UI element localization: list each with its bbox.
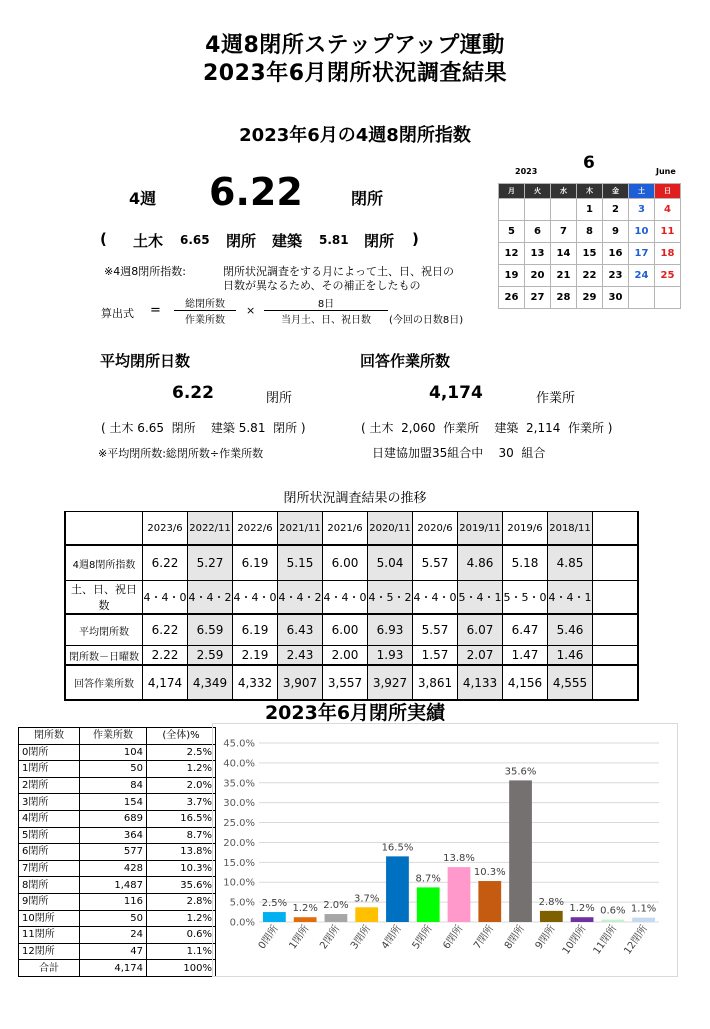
results-cell: 2.0% [147,777,216,794]
results-cell: 3閉所 [19,794,80,811]
trend-cell: 5.57 [413,545,458,581]
trend-cell: 4・5・2 [368,581,413,615]
calendar-day: 6 [525,221,551,243]
trend-cell: 4・4・2 [188,581,233,615]
trend-corner [65,512,143,546]
trend-spacer [593,665,639,700]
trend-row-label: 閉所数－日曜数 [65,646,143,666]
results-cell: 9閉所 [19,893,80,910]
x-tick-label: 6閉所 [441,923,466,952]
avg-detail: ( 土木 6.65 閉所 建築 5.81 閉所 ) [101,421,306,435]
x-tick-label: 8閉所 [502,923,527,952]
y-tick-label: 40.0% [223,758,255,770]
results-cell: 16.5% [147,810,216,827]
bar [571,917,594,922]
results-cell: 12閉所 [19,943,80,960]
x-tick-label: 4閉所 [379,923,404,952]
results-cell: 1,487 [80,877,147,894]
calendar-day: 2 [603,199,629,221]
data-label: 35.6% [504,766,537,778]
trend-cell: 1.46 [548,646,593,666]
resp-unit: 作業所 [536,391,576,406]
calendar-day: 27 [525,287,551,309]
trend-spacer [593,646,639,666]
index-build-label: 建築 [272,232,303,250]
trend-period: 2021/11 [278,512,323,546]
calendar-day [655,287,681,309]
trend-cell: 4,332 [233,665,278,700]
data-label: 1.1% [630,903,657,915]
trend-period: 2020/6 [413,512,458,546]
calendar-day: 26 [499,287,525,309]
y-tick-label: 20.0% [223,837,255,849]
trend-cell: 4・4・0 [323,581,368,615]
resp-note: 日建協加盟35組合中 30 組合 [372,446,546,460]
trend-cell: 4,156 [503,665,548,700]
trend-cell: 5.27 [188,545,233,581]
index-note-label: ※4週8閉所指数: [104,265,186,278]
trend-row-label: 4週8閉所指数 [65,545,143,581]
trend-cell: 4,349 [188,665,233,700]
results-cell: 1.2% [147,910,216,927]
results-cell: 13.8% [147,844,216,861]
calendar-month: 6 [583,153,595,173]
results-heading: 2023年6月閉所実績 [264,702,446,724]
trend-cell: 2.19 [233,646,278,666]
trend-cell: 3,557 [323,665,368,700]
data-label: 0.6% [600,905,626,917]
trend-period: 2021/6 [323,512,368,546]
results-cell: 104 [80,744,147,761]
trend-cell: 5・4・1 [458,581,503,615]
results-cell: 8.7% [147,827,216,844]
calendar-day: 21 [551,265,577,287]
y-tick-label: 35.0% [223,778,255,790]
results-total-cell: 100% [147,960,216,977]
bar-chart [213,724,677,976]
trend-cell: 5.57 [413,614,458,646]
results-cell: 0閉所 [19,744,80,761]
trend-period: 2020/11 [368,512,413,546]
calendar-day: 9 [603,221,629,243]
results-cell: 47 [80,943,147,960]
trend-cell: 1.93 [368,646,413,666]
results-cell: 1.2% [147,761,216,778]
calendar-day: 10 [629,221,655,243]
x-tick-label: 7閉所 [472,923,497,952]
results-cell: 154 [80,794,147,811]
x-tick-label: 0閉所 [256,923,281,952]
y-tick-label: 15.0% [223,857,255,869]
index-close-paren: ) [412,230,419,248]
bar [294,917,317,922]
calendar-day: 11 [655,221,681,243]
calendar-day [499,199,525,221]
data-label: 13.8% [443,853,475,865]
results-cell: 2閉所 [19,777,80,794]
trend-period: 2022/11 [188,512,233,546]
trend-cell: 4.86 [458,545,503,581]
index-civil-value: 6.65 [180,233,210,247]
trend-cell: 6.19 [233,545,278,581]
calendar-day: 12 [499,243,525,265]
calendar-weekday: 土 [629,184,655,199]
results-cell: 364 [80,827,147,844]
trend-cell: 6.43 [278,614,323,646]
bar [632,918,655,922]
calendar-day: 15 [577,243,603,265]
formula-eq: = [150,303,161,318]
trend-cell: 4・4・0 [233,581,278,615]
calendar-day: 30 [603,287,629,309]
bar [540,911,563,922]
trend-row-label: 回答作業所数 [65,665,143,700]
calendar-year: 2023 [515,167,538,176]
results-cell: 1.1% [147,943,216,960]
trend-cell: 3,907 [278,665,323,700]
trend-cell: 1.57 [413,646,458,666]
data-label: 1.2% [569,903,595,915]
results-cell: 428 [80,860,147,877]
bar [417,887,440,922]
calendar-day: 5 [499,221,525,243]
results-cell: 689 [80,810,147,827]
results-cell: 2.8% [147,893,216,910]
trend-heading: 閉所状況調査結果の推移 [283,491,427,506]
avg-note: ※平均閉所数:総閉所数÷作業所数 [98,447,264,460]
calendar-weekday: 日 [655,184,681,199]
resp-heading: 回答作業所数 [360,352,451,370]
title-line1: 4週8閉所ステップアップ運動 [205,33,505,58]
trend-period: 2018/11 [548,512,593,546]
frac2-den: 当月土、日、祝日数 [281,315,371,326]
data-label: 3.7% [353,893,380,905]
results-cell: 116 [80,893,147,910]
trend-period: 2022/6 [233,512,278,546]
results-cell: 1閉所 [19,761,80,778]
calendar-weekday: 月 [499,184,525,199]
trend-spacer [593,512,639,546]
calendar-day: 8 [577,221,603,243]
trend-cell: 6.00 [323,545,368,581]
index-civil-unit: 閉所 [226,232,257,250]
results-cell: 8閉所 [19,877,80,894]
results-cell: 5閉所 [19,827,80,844]
calendar-month-name: June [656,167,676,176]
results-cell: 2.5% [147,744,216,761]
data-label: 10.3% [473,867,506,879]
index-value: 6.22 [209,170,303,214]
calendar-weekday: 火 [525,184,551,199]
x-tick-label: 3閉所 [349,923,374,952]
trend-cell: 5.46 [548,614,593,646]
x-tick-label: 2閉所 [318,923,343,952]
calendar-day: 17 [629,243,655,265]
x-tick-label: 10閉所 [560,923,589,957]
formula-label: 算出式 [101,307,134,320]
x-tick-label: 1閉所 [287,923,312,952]
results-header-cell: 作業所数 [80,728,147,745]
trend-cell: 6.22 [143,545,188,581]
data-label: 2.0% [323,900,349,912]
results-total-cell: 合計 [19,960,80,977]
formula-times: × [246,304,256,317]
trend-cell: 4.85 [548,545,593,581]
bar [448,867,471,922]
y-tick-label: 25.0% [223,818,255,830]
results-cell: 6閉所 [19,844,80,861]
chart-frame [212,723,678,977]
title-line2: 2023年6月閉所状況調査結果 [202,61,508,86]
results-table [18,727,216,977]
formula-note: (今回の日数8日) [389,315,464,326]
trend-row-label: 平均閉所数 [65,614,143,646]
x-tick-label: 5閉所 [410,923,435,952]
y-tick-label: 45.0% [223,738,255,750]
trend-cell: 4・4・1 [548,581,593,615]
index-build-unit: 閉所 [364,232,395,250]
calendar-day: 19 [499,265,525,287]
avg-value: 6.22 [172,383,214,403]
data-label: 8.7% [415,873,441,885]
frac1-num: 総閉所数 [174,295,236,311]
calendar-weekday: 水 [551,184,577,199]
trend-cell: 6.93 [368,614,413,646]
results-cell: 50 [80,761,147,778]
trend-period: 2019/11 [458,512,503,546]
calendar-day: 1 [577,199,603,221]
bar [478,881,501,922]
avg-unit: 閉所 [266,391,293,406]
calendar-day: 28 [551,287,577,309]
calendar-day [525,199,551,221]
bar [263,912,286,922]
results-header-cell: 閉所数 [19,728,80,745]
trend-cell: 6.59 [188,614,233,646]
index-note-line1: 閉所状況調査をする月によって土、日、祝日の [223,265,454,278]
trend-cell: 6.00 [323,614,368,646]
calendar-day: 13 [525,243,551,265]
results-cell: 50 [80,910,147,927]
trend-cell: 3,927 [368,665,413,700]
results-cell: 10閉所 [19,910,80,927]
calendar-day [551,199,577,221]
x-tick-label: 9閉所 [533,923,558,952]
x-tick-label: 12閉所 [622,923,651,957]
trend-cell: 5.04 [368,545,413,581]
trend-cell: 5.15 [278,545,323,581]
y-tick-label: 30.0% [223,798,255,810]
data-label: 2.8% [538,896,565,908]
trend-spacer [593,614,639,646]
avg-heading: 平均閉所日数 [100,352,191,370]
trend-cell: 4・4・2 [278,581,323,615]
trend-cell: 6.19 [233,614,278,646]
results-cell: 0.6% [147,927,216,944]
calendar [498,183,681,309]
trend-cell: 2.22 [143,646,188,666]
calendar-day: 7 [551,221,577,243]
bar [509,780,532,922]
trend-cell: 5・5・0 [503,581,548,615]
results-cell: 24 [80,927,147,944]
trend-table [64,511,639,701]
index-heading: 2023年6月の4週8閉所指数 [239,125,471,146]
calendar-day [629,287,655,309]
results-cell: 7閉所 [19,860,80,877]
data-label: 16.5% [381,842,414,854]
results-cell: 35.6% [147,877,216,894]
trend-spacer [593,545,639,581]
trend-cell: 2.43 [278,646,323,666]
results-cell: 84 [80,777,147,794]
calendar-weekday: 木 [577,184,603,199]
calendar-day: 29 [577,287,603,309]
y-tick-label: 10.0% [223,877,255,889]
trend-spacer [593,581,639,615]
calendar-day: 4 [655,199,681,221]
trend-cell: 4・4・0 [413,581,458,615]
trend-cell: 1.47 [503,646,548,666]
trend-cell: 4,133 [458,665,503,700]
data-label: 1.2% [292,903,318,915]
trend-row-label: 土、日、祝日数 [65,581,143,615]
trend-cell: 4,174 [143,665,188,700]
trend-cell: 4・4・0 [143,581,188,615]
results-cell: 4閉所 [19,810,80,827]
results-cell: 3.7% [147,794,216,811]
index-prefix: 4週 [129,189,157,208]
trend-cell: 2.07 [458,646,503,666]
trend-cell: 6.07 [458,614,503,646]
index-note-line2: 日数が異なるため、その補正をしたもの [223,279,421,292]
trend-cell: 6.47 [503,614,548,646]
frac1-den: 作業所数 [185,315,225,326]
index-civil-label: 土木 [133,232,164,250]
calendar-day: 16 [603,243,629,265]
trend-cell: 6.22 [143,614,188,646]
trend-cell: 2.00 [323,646,368,666]
calendar-day: 14 [551,243,577,265]
resp-value: 4,174 [429,383,483,403]
calendar-day: 20 [525,265,551,287]
frac2-num: 8日 [264,295,388,311]
bar [325,914,348,922]
bar [386,856,409,922]
bar [601,920,624,922]
y-tick-label: 0.0% [229,917,255,929]
trend-cell: 3,861 [413,665,458,700]
y-tick-label: 5.0% [229,897,255,909]
calendar-day: 3 [629,199,655,221]
calendar-day: 23 [603,265,629,287]
calendar-day: 25 [655,265,681,287]
results-cell: 577 [80,844,147,861]
trend-cell: 4,555 [548,665,593,700]
index-build-value: 5.81 [319,233,349,247]
calendar-day: 22 [577,265,603,287]
results-total-cell: 4,174 [80,960,147,977]
trend-cell: 5.18 [503,545,548,581]
calendar-day: 18 [655,243,681,265]
trend-cell: 2.59 [188,646,233,666]
resp-detail: ( 土木 2,060 作業所 建築 2,114 作業所 ) [361,421,613,435]
index-suffix: 閉所 [351,189,384,208]
bar [355,907,378,922]
data-label: 2.5% [261,898,288,910]
results-header-cell: (全体)% [147,728,216,745]
index-open-paren: ( [100,230,107,248]
results-cell: 11閉所 [19,927,80,944]
x-tick-label: 11閉所 [591,923,620,957]
calendar-weekday: 金 [603,184,629,199]
results-cell: 10.3% [147,860,216,877]
trend-period: 2019/6 [503,512,548,546]
calendar-day: 24 [629,265,655,287]
trend-period: 2023/6 [143,512,188,546]
